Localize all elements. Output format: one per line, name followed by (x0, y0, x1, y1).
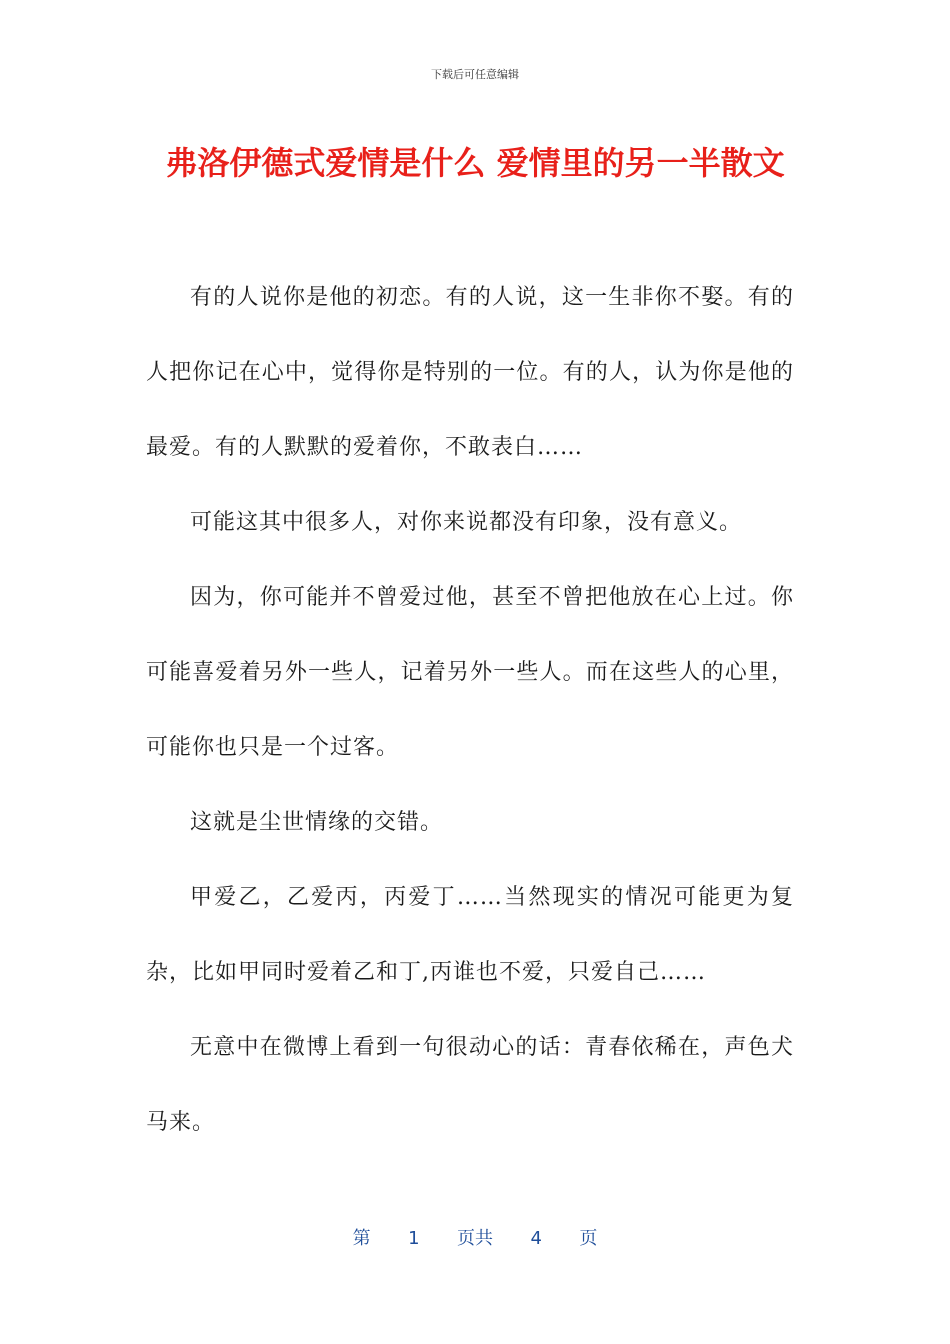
paragraph: 因为，你可能并不曾爱过他，甚至不曾把他放在心上过。你可能喜爱着另外一些人，记着另外一些人。而在这些人的心里，可能你也只是一个过客。 (146, 585, 794, 760)
paragraph: 有的人说你是他的初恋。有的人说，这一生非你不娶。有的人把你记在心中，觉得你是特别的一位。有的人，认为你是他的最爱。有的人默默的爱着你，不敢表白…… (146, 285, 794, 460)
paragraph: 无意中在微博上看到一句很动心的话：青春依稀在，声色犬马来。 (146, 1035, 794, 1135)
paragraph: 甲爱乙，乙爱丙，丙爱丁……当然现实的情况可能更为复杂，比如甲同时爱着乙和丁,丙谁也不爱，只爱自己…… (146, 885, 794, 985)
document-body (146, 260, 794, 1160)
footer-prefix: 第 (352, 1228, 371, 1249)
paragraph: 这就是尘世情缘的交错。 (190, 810, 444, 835)
page-footer (0, 1224, 950, 1250)
document-title: 弗洛伊德式爱情是什么 爱情里的另一半散文 (165, 144, 785, 182)
page-header-note: 下载后可任意编辑 (431, 68, 519, 81)
footer-total-pages: 4 (530, 1228, 542, 1249)
paragraph: 可能这其中很多人，对你来说都没有印象，没有意义。 (190, 510, 743, 535)
footer-current-page: 1 (408, 1228, 420, 1249)
footer-middle: 页共 (457, 1228, 493, 1249)
footer-suffix: 页 (579, 1228, 598, 1249)
